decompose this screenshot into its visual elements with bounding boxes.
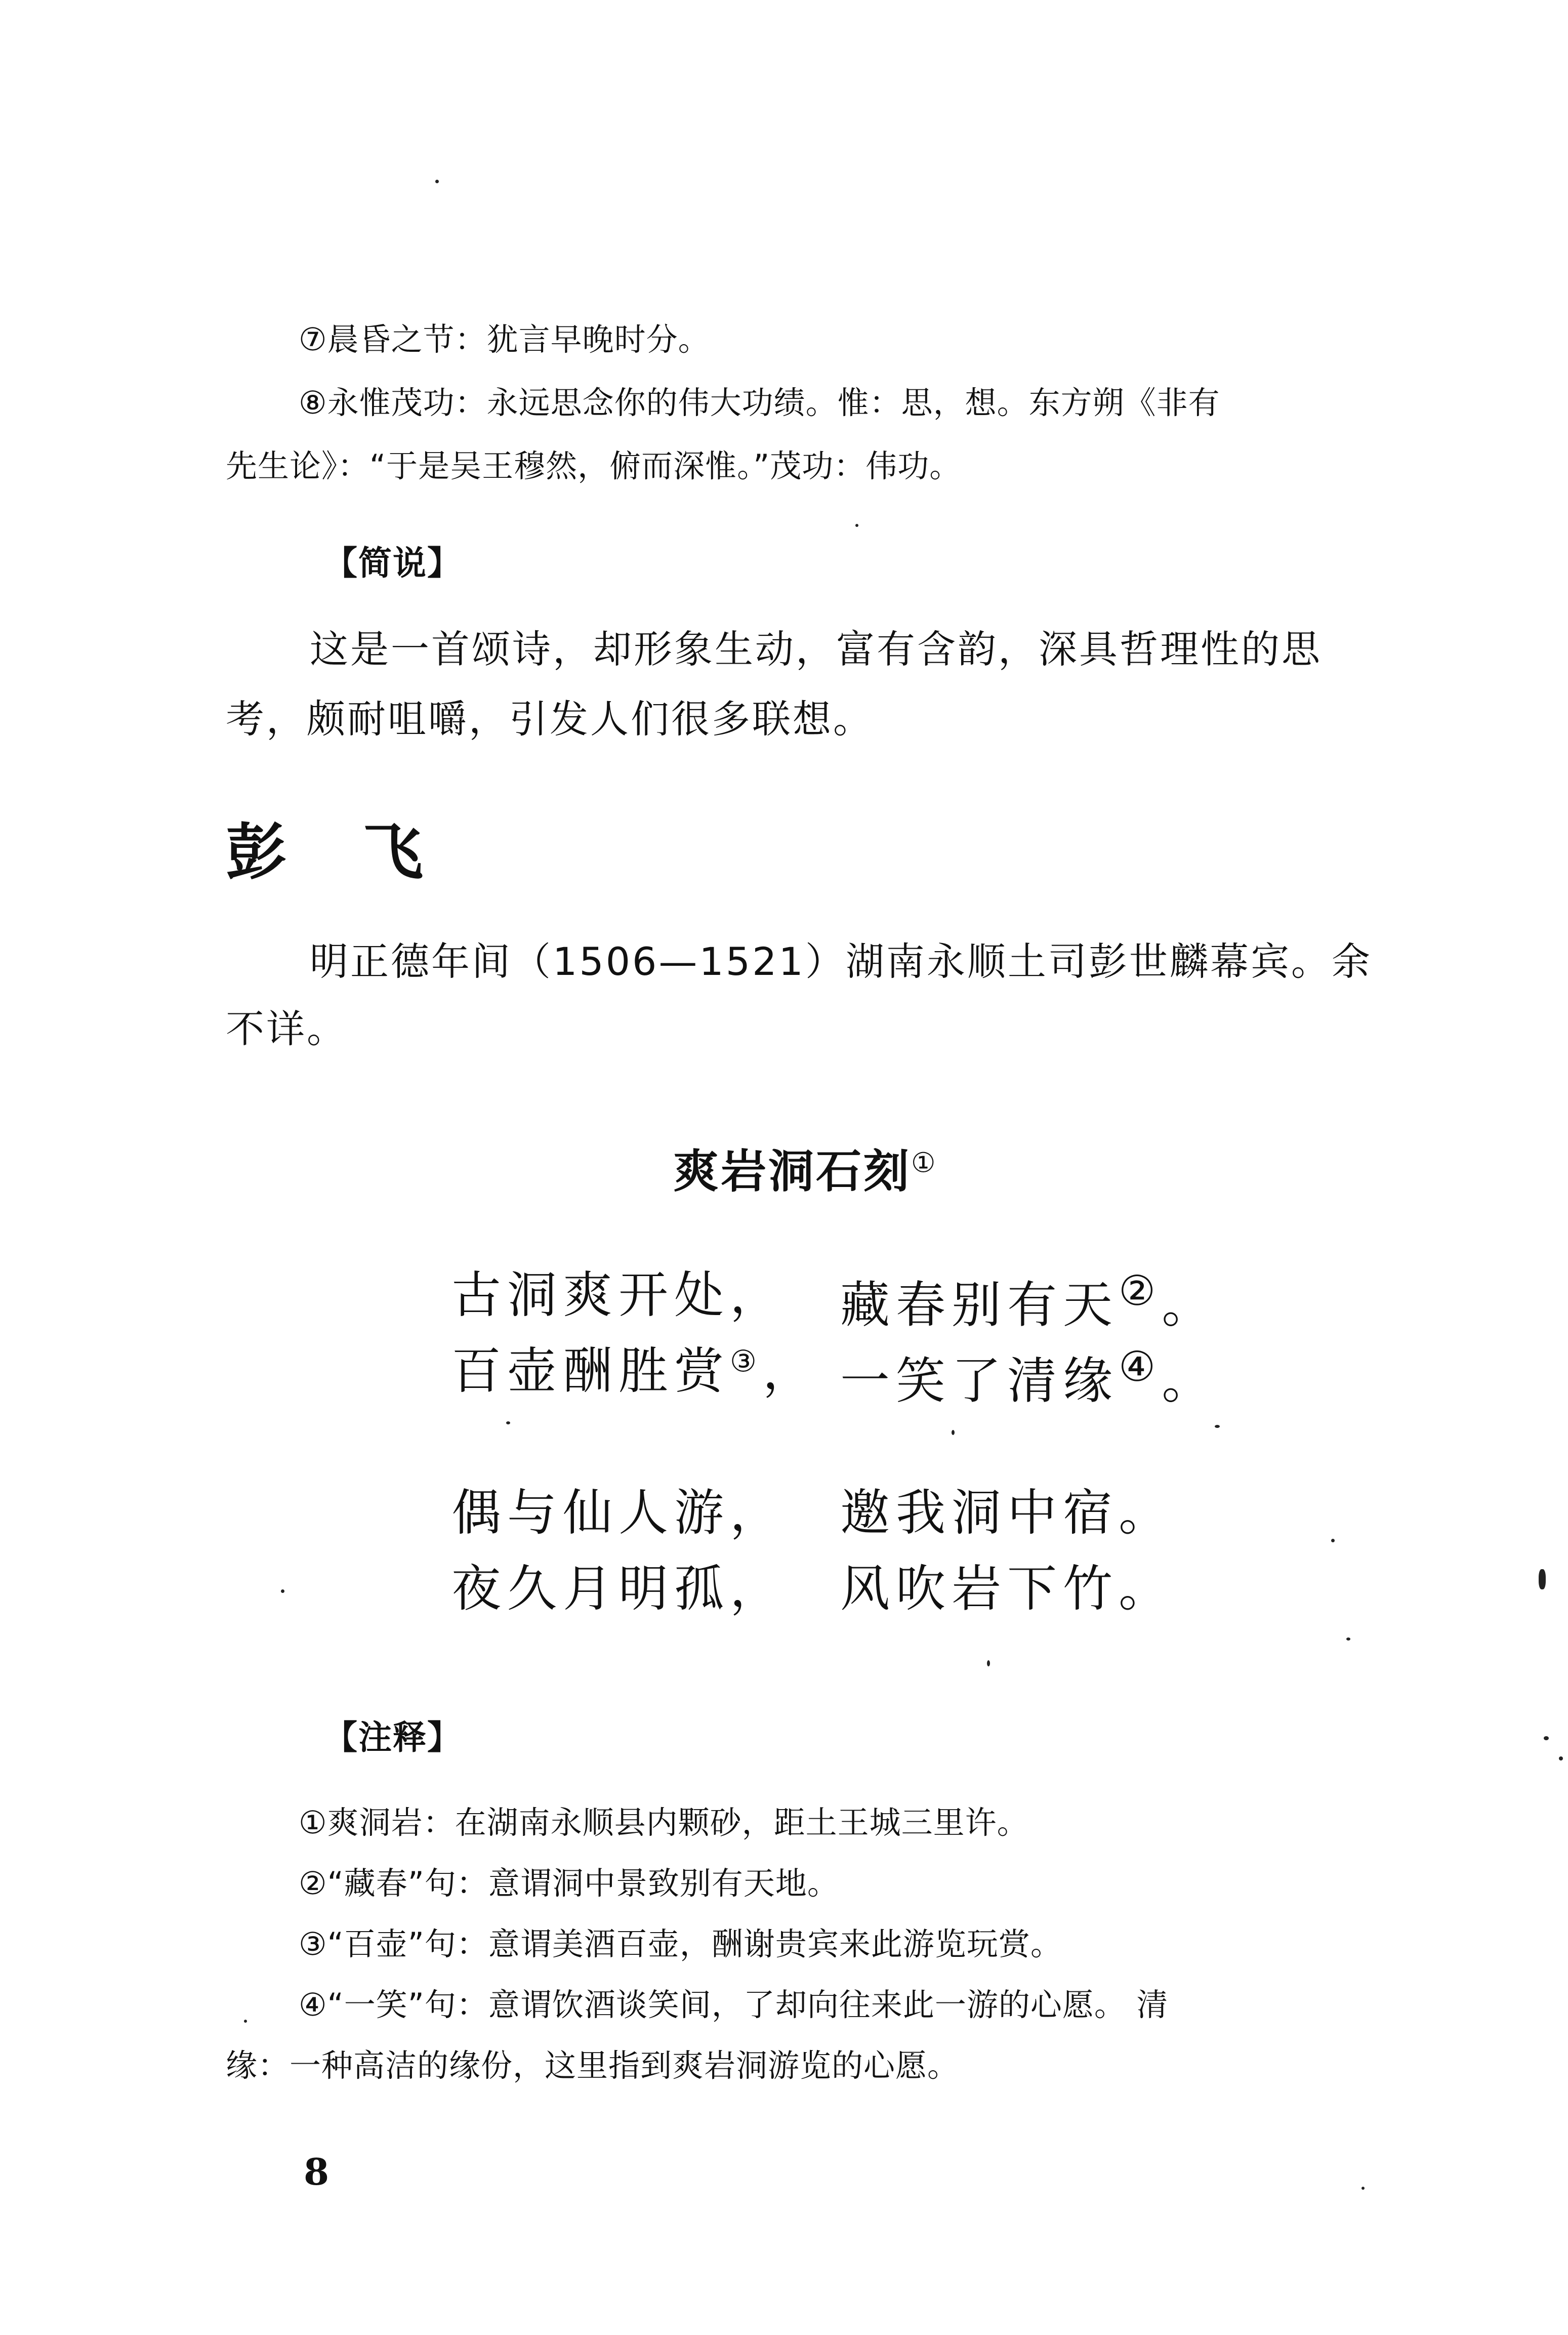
annotations-label: 【注释】	[324, 1718, 462, 1757]
verse-1-left: 古洞爽开处，	[451, 1266, 786, 1324]
scan-speck	[506, 1421, 510, 1424]
annotation-4-line-2: 缘：一种高洁的缘份，这里指到爽岩洞游览的心愿。	[226, 2047, 960, 2084]
commentary-line-1: 这是一首颂诗，却形象生动，富有含韵，深具哲理性的思	[310, 627, 1322, 672]
scan-speck	[1331, 1539, 1335, 1542]
scan-speck	[952, 1430, 955, 1435]
annotation-3: ③“百壶”句：意谓美酒百壶，酬谢贵宾来此游览玩赏。	[299, 1926, 1062, 1962]
author-bio-line-1: 明正德年间（1506—1521）湖南永顺土司彭世麟幕宾。余	[310, 939, 1372, 984]
scan-speck	[855, 524, 858, 527]
verse-3-left: 偶与仙人游，	[451, 1484, 786, 1542]
verse-2-left	[451, 1342, 818, 1400]
scan-speck	[1361, 2187, 1365, 2190]
verse-2-left-note: ③	[730, 1343, 763, 1379]
verse-3-right: 邀我洞中宿。	[840, 1484, 1175, 1542]
commentary-line-2: 考，颇耐咀嚼，引发人们很多联想。	[226, 697, 874, 742]
poem-title	[673, 1145, 938, 1198]
verse-2-right-end: 。	[1162, 1352, 1218, 1410]
annotation-1: ①爽洞岩：在湖南永顺县内颗砂，距土王城三里许。	[299, 1804, 1029, 1841]
verse-1-right-text: 藏春别有天	[840, 1276, 1119, 1334]
verse-1-right-end: 。	[1162, 1276, 1218, 1334]
footnote-8-line-2: 先生论》：“于是吴王穆然，俯而深惟。”茂功：伟功。	[226, 447, 962, 484]
poem-title-note-marker: ①	[911, 1146, 938, 1179]
poem-title-text: 爽岩洞石刻	[673, 1145, 911, 1198]
scan-speck	[1544, 1736, 1549, 1740]
scan-speck	[987, 1660, 990, 1666]
verse-2-left-end: ，	[762, 1342, 818, 1400]
scan-speck	[1215, 1425, 1220, 1428]
scan-speck	[1559, 1756, 1563, 1760]
scan-speck	[281, 1589, 284, 1593]
scan-speck	[1539, 1569, 1546, 1589]
scan-speck	[1346, 1637, 1350, 1641]
author-bio-line-2: 不详。	[226, 1006, 347, 1051]
commentary-label: 【简说】	[324, 544, 462, 583]
verse-4-left: 夜久月明孤，	[451, 1560, 786, 1618]
page-number: 8	[304, 2150, 329, 2193]
scan-speck	[435, 180, 439, 183]
verse-4-right: 风吹岩下竹。	[840, 1560, 1175, 1618]
verse-2-right	[840, 1343, 1218, 1410]
verse-1-right	[840, 1267, 1218, 1334]
scan-speck	[244, 2020, 247, 2023]
author-name: 彭飞	[226, 817, 499, 888]
annotation-2: ②“藏春”句：意谓洞中景致别有天地。	[299, 1865, 839, 1902]
verse-2-right-note: ④	[1119, 1343, 1162, 1391]
verse-1-right-note: ②	[1119, 1267, 1162, 1315]
footnote-7: ⑦晨昏之节：犹言早晚时分。	[299, 321, 710, 358]
verse-2-left-text: 百壶酬胜赏	[451, 1342, 730, 1400]
footnote-8-line-1: ⑧永惟茂功：永远思念你的伟大功绩。惟：思，想。东方朔《非有	[299, 384, 1220, 421]
verse-2-right-text: 一笑了清缘	[840, 1352, 1119, 1410]
annotation-4-line-1: ④“一笑”句：意谓饮酒谈笑间，了却向往来此一游的心愿。 清	[299, 1986, 1169, 2023]
